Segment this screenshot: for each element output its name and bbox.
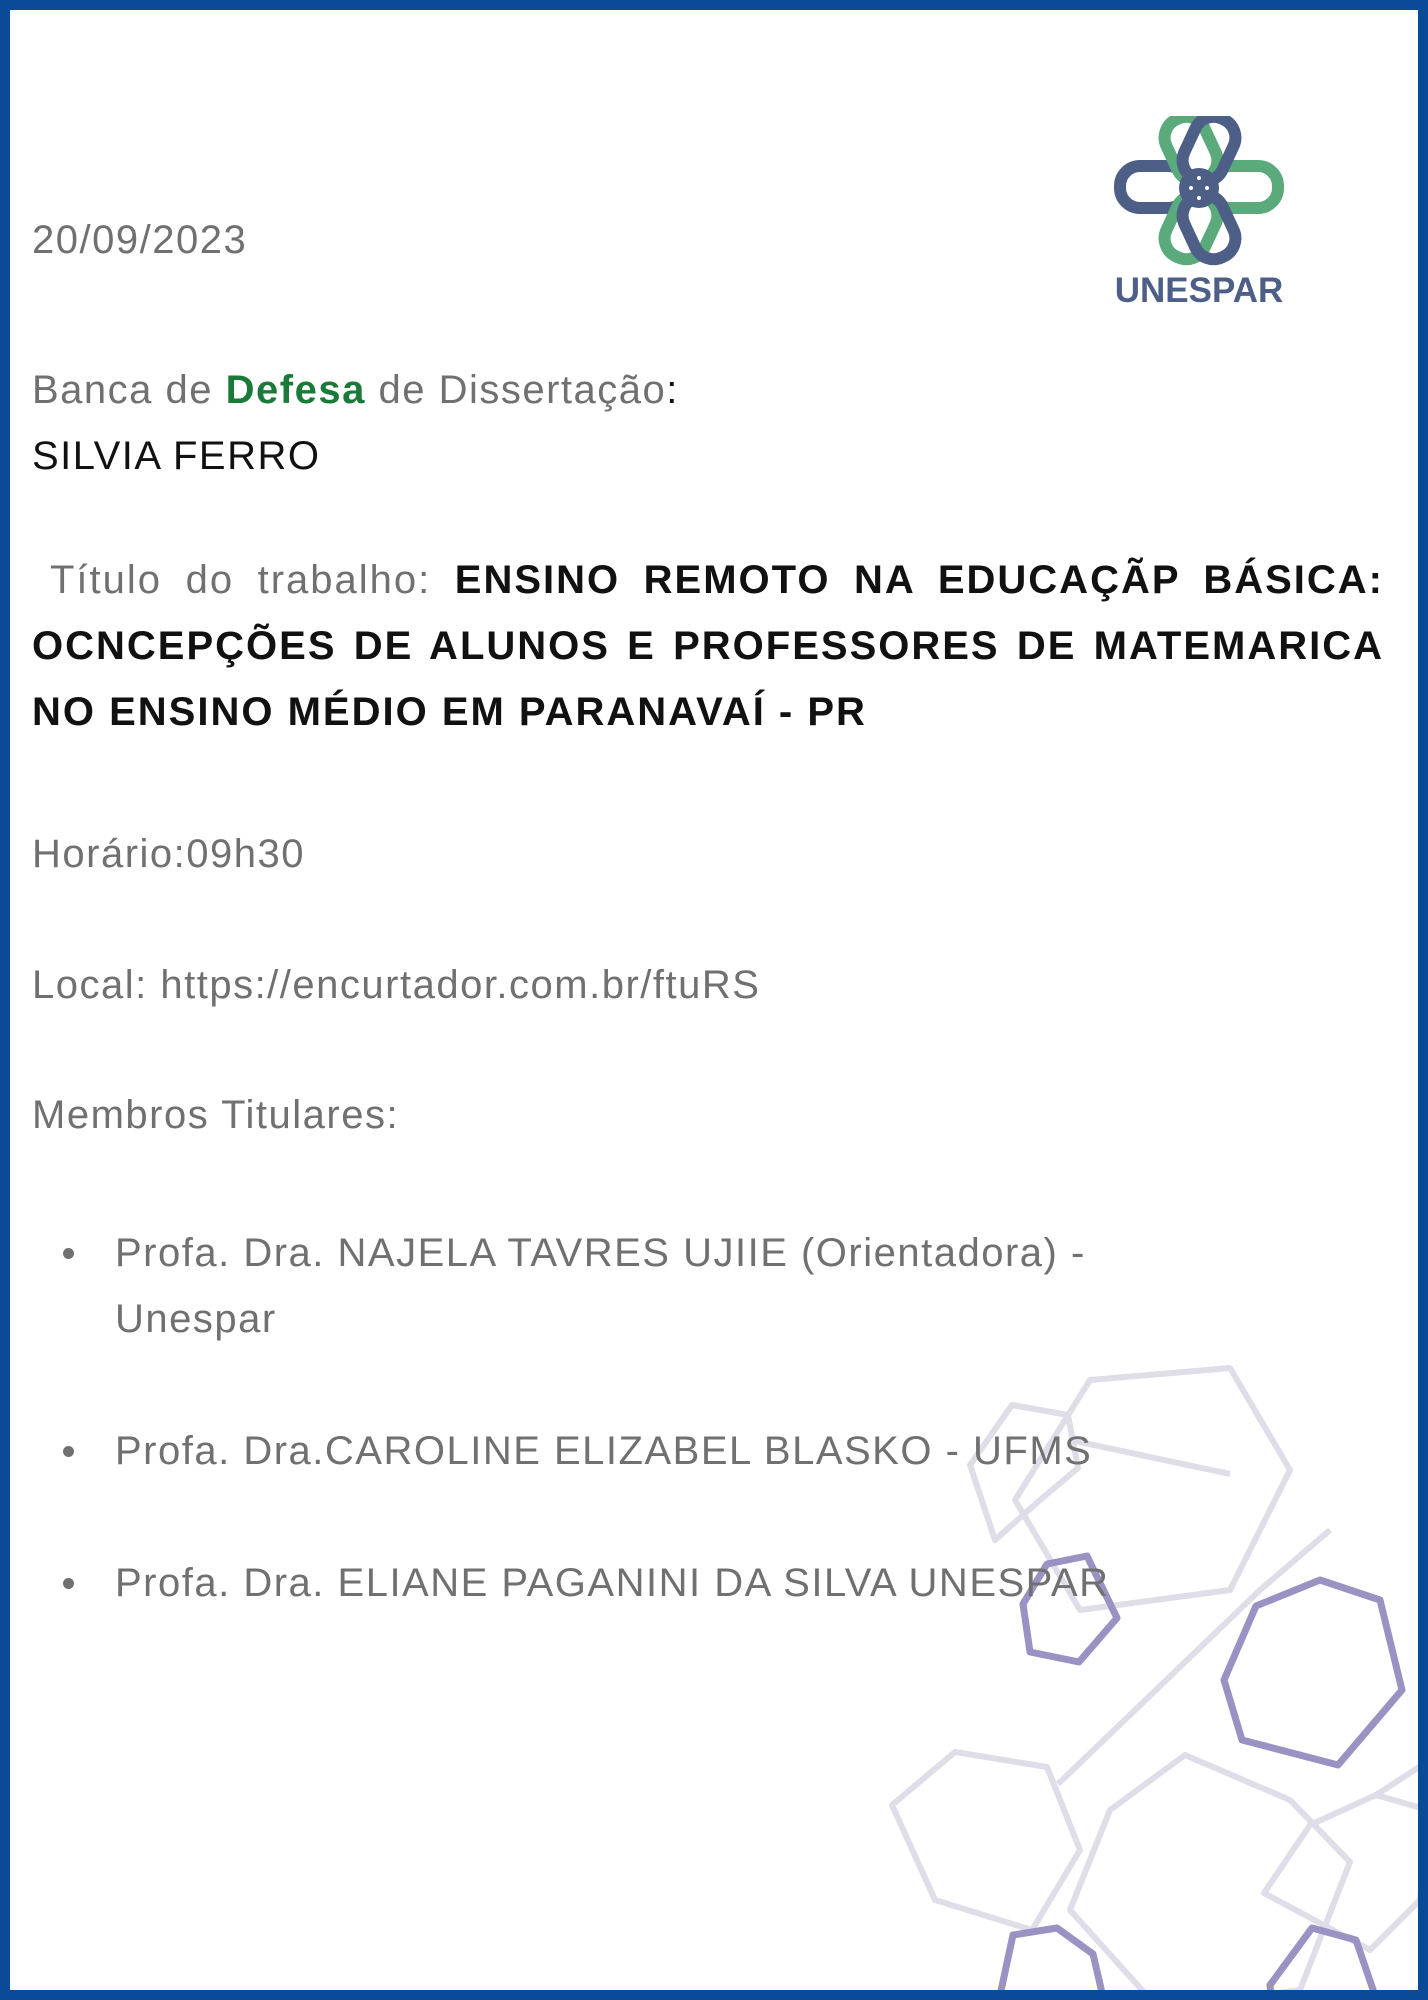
member-item: [32, 1418, 1232, 1484]
event-date: 20/09/2023: [32, 218, 248, 262]
banca-highlight: Defesa: [225, 368, 366, 412]
unespar-logo: [1108, 116, 1290, 316]
unespar-logo-icon: [1108, 116, 1290, 316]
title-label: Título do trabalho:: [50, 558, 455, 602]
banca-colon: :: [666, 368, 679, 412]
member-name: Profa. Dra. NAJELA TAVRES UJIIE (Orientadora) - Unespar: [115, 1231, 1086, 1341]
title-value: ENSINO REMOTO NA EDUCAÇÃP BÁSICA: OCNCEPÇÕES DE ALUNOS E PROFESSORES DE MATEMARICA NO ENSINO MÉDIO EM PARANAVAÍ - PR: [32, 558, 1384, 734]
work-title: [32, 547, 1384, 745]
member-name: Profa. Dra. ELIANE PAGANINI DA SILVA UNESPAR: [115, 1561, 1110, 1605]
schedule-time: Horário:09h30: [32, 832, 305, 876]
member-item: [32, 1550, 1232, 1616]
bullet-icon: [63, 1446, 74, 1457]
banca-prefix: Banca de: [32, 368, 226, 412]
members-list: [32, 1220, 1232, 1682]
bullet-icon: [63, 1248, 74, 1259]
member-name: Profa. Dra.CAROLINE ELIZABEL BLASKO - UFMS: [115, 1429, 1093, 1473]
banca-heading: [32, 368, 679, 413]
event-location: Local: https://encurtador.com.br/ftuRS: [32, 963, 761, 1007]
banca-suffix: de Dissertação: [365, 368, 667, 412]
candidate-name: SILVIA FERRO: [32, 434, 321, 478]
members-heading: Membros Titulares:: [32, 1093, 400, 1137]
bullet-icon: [63, 1578, 74, 1589]
logo-wordmark: UNESPAR: [1114, 271, 1284, 310]
member-item: [32, 1220, 1232, 1352]
